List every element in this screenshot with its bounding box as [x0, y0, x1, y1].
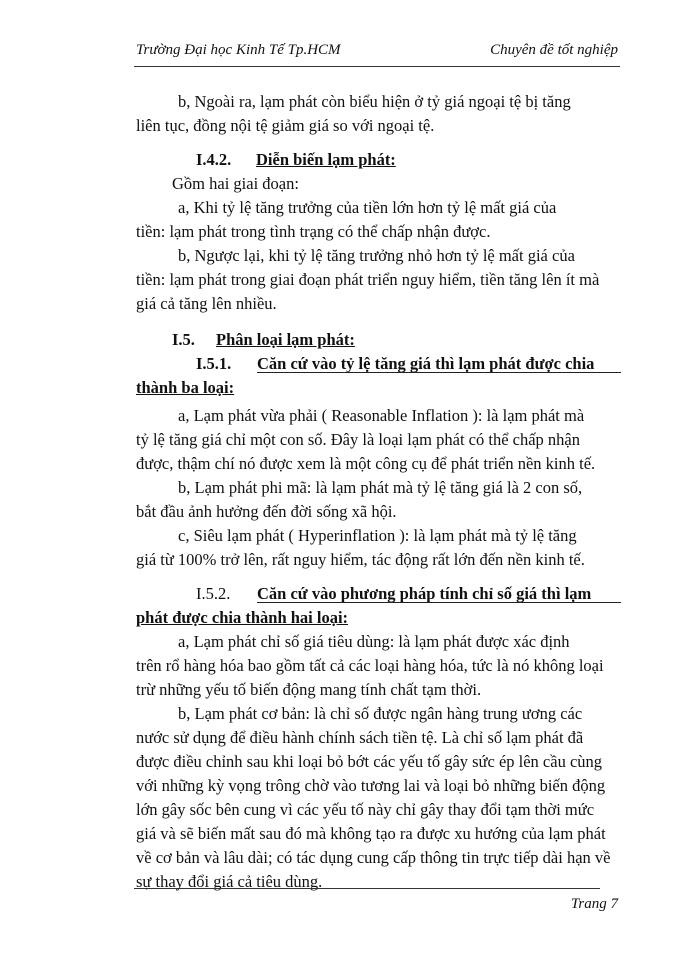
paragraph-line: với những kỳ vọng trông chờ vào tương lai và loại bỏ những biến động [136, 776, 606, 795]
header-school: Trường Đại học Kinh Tế Tp.HCM [136, 42, 341, 58]
section-number: I.5. [172, 330, 195, 349]
paragraph-line: giá và sẽ biến mất sau đó mà không tạo ra được xu hướng của lạm phát [136, 824, 606, 843]
paragraph-line: sự thay đổi giá cả tiêu dùng. [136, 872, 323, 891]
heading-underline [257, 372, 621, 373]
paragraph-line: lớn gây sốc bên cung vì các yếu tố này chỉ gây thay đổi tạm thời mức [136, 800, 595, 819]
paragraph-line: trừ những yếu tố biến động mang tính chất tạm thời. [136, 680, 482, 699]
paragraph-line: Gồm hai giai đoạn: [172, 174, 299, 193]
paragraph-line: về cơ bản và lâu dài; có tác dụng cung cấp thông tin trực tiếp dài hạn về [136, 848, 611, 867]
header-divider [134, 66, 620, 67]
paragraph-line: bắt đầu ảnh hưởng đến đời sống xã hội. [136, 502, 397, 521]
paragraph-line: b, Ngược lại, khi tỷ lệ tăng trưởng nhỏ hơn tỷ lệ mất giá của [178, 246, 575, 265]
paragraph-line: giá cả tăng lên nhiều. [136, 294, 277, 313]
section-heading: Căn cứ vào tỷ lệ tăng giá thì lạm phát được chia [257, 354, 595, 373]
paragraph-line: tỷ lệ tăng giá chỉ một con số. Đây là loại lạm phát có thể chấp nhận [136, 430, 580, 449]
paragraph-line: trên rổ hàng hóa bao gồm tất cả các loại hàng hóa, tức là nó không loại [136, 656, 604, 675]
paragraph-line: b, Ngoài ra, lạm phát còn biểu hiện ở tỷ giá ngoại tệ bị tăng [178, 92, 571, 111]
paragraph-line: a, Khi tỷ lệ tăng trưởng của tiền lớn hơn tỷ lệ mất giá của [178, 198, 557, 217]
paragraph-line: tiền: lạm phát trong giai đoạn phát triển nguy hiểm, tiền tăng lên ít mà [136, 270, 600, 289]
heading-underline [257, 602, 621, 603]
paragraph-line: tiền: lạm phát trong tình trạng có thể chấp nhận được. [136, 222, 491, 241]
section-heading: phát được chia thành hai loại: [136, 608, 349, 627]
paragraph-line: được, thậm chí nó được xem là một công cụ để phát triển nền kinh tế. [136, 454, 596, 473]
footer-divider [134, 888, 600, 889]
page-number: Trang 7 [570, 896, 618, 912]
paragraph-line: được điều chỉnh sau khi loại bỏ bớt các yếu tố gây sức ép lên cầu cùng [136, 752, 603, 771]
paragraph-line: giá từ 100% trở lên, rất nguy hiểm, tác động rất lớn đến nền kinh tế. [136, 550, 585, 569]
paragraph-line: c, Siêu lạm phát ( Hyperinflation ): là lạm phát mà tỷ lệ tăng [178, 526, 577, 545]
header-title: Chuyên đề tốt nghiệp [490, 42, 618, 58]
paragraph-line: a, Lạm phát chỉ số giá tiêu dùng: là lạm phát được xác định [178, 632, 570, 651]
section-number: I.5.1. [196, 354, 232, 373]
section-heading: thành ba loại: [136, 378, 235, 397]
paragraph-line: a, Lạm phát vừa phải ( Reasonable Inflation ): là lạm phát mà [178, 406, 585, 425]
paragraph-line: nước sử dụng để điều hành chính sách tiền tệ. Là chỉ số lạm phát đã [136, 728, 584, 747]
section-number: I.5.2. [196, 584, 231, 603]
paragraph-line: b, Lạm phát cơ bản: là chỉ số được ngân hàng trung ương các [178, 704, 583, 723]
paragraph-line: b, Lạm phát phi mã: là lạm phát mà tỷ lệ tăng giá là 2 con số, [178, 478, 583, 497]
section-number: I.4.2. [196, 150, 232, 169]
section-heading: Căn cứ vào phương pháp tính chỉ số giá thì lạm [257, 584, 592, 603]
paragraph-line: liên tục, đồng nội tệ giảm giá so với ngoại tệ. [136, 116, 435, 135]
section-heading: Phân loại lạm phát: [216, 330, 355, 349]
section-heading: Diễn biến lạm phát: [256, 150, 396, 169]
